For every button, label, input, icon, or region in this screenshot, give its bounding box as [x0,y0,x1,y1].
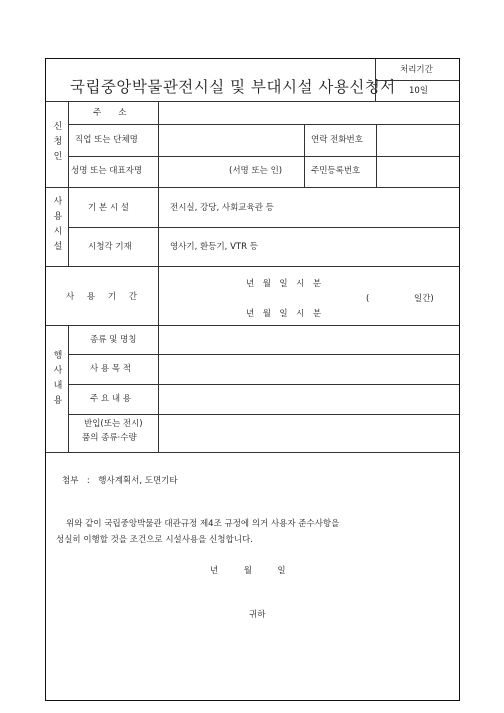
facility-section-label [51,195,65,255]
av-equipment-value: 영사기, 환등기, VTR 등 [170,242,258,252]
period-end: 년 월 일 시 분 [246,309,322,319]
applicant-left-divider [68,101,69,187]
event-left-divider [68,325,69,452]
processing-value: 10일 [409,86,429,96]
applicant-bottom-line [46,187,459,188]
facility-section-text: 사 용 시 설 [53,197,63,252]
phone-label-left [304,124,305,187]
period-label-divider [158,266,159,325]
event-label-divider [158,325,159,452]
facility-row-line [68,227,459,228]
applicant-section-text: 신 청 인 [53,122,63,162]
occupation-label: 직업 또는 단체명 [75,135,138,145]
attachment-note: 첨부 : 행사계획서, 도면기타 [62,476,178,486]
event-content-label: 주 요 내 용 [90,394,131,404]
applicant-label-divider [158,101,159,187]
period-label: 사 용 기 간 [66,292,142,302]
occupation-row-line [68,156,459,157]
declaration-line-1: 위와 같이 국립중앙박물관 대관규정 제4조 규정에 의거 사용자 준수사항을 [66,519,340,529]
event-section-text: 행 사 내 용 [53,351,63,406]
period-bottom-line [46,325,459,326]
event-purpose-label: 사 용 목 적 [90,364,131,374]
event-items-label-1: 반입(또는 전시) [84,419,143,429]
addressee: 귀하 [249,610,266,620]
address-row-line [68,124,459,125]
facility-bottom-line [46,266,459,267]
event-row-line-1 [68,354,459,355]
address-label: 주 소 [93,108,127,118]
date-line: 년 월 일 [210,566,286,576]
processing-divider [375,80,459,81]
period-start: 년 월 일 시 분 [246,279,322,289]
signature-hint: (서명 또는 인) [229,166,283,176]
event-items-label-2: 품의 종류·수량 [82,433,137,443]
event-row-line-3 [68,414,459,415]
period-days-open: ( [366,294,370,304]
phone-label-right [376,124,377,187]
phone-label: 연락 전화번호 [311,135,363,145]
title-bottom-line [46,101,459,102]
av-equipment-label: 시청각 기재 [88,242,132,252]
resident-number-label: 주민등록번호 [311,166,361,176]
form-title: 국립중앙박물관전시실 및 부대시설 사용신청서 [70,78,396,96]
period-days-close: 일간) [414,294,434,304]
event-type-label: 종류 및 명칭 [90,335,137,345]
basic-facility-label: 기 본 시 설 [88,203,129,213]
processing-label: 처리기간 [400,65,433,75]
applicant-section-label [51,120,65,165]
event-row-line-2 [68,384,459,385]
event-bottom-line [46,452,459,453]
declaration-line-2: 성실히 이행할 것을 조건으로 시설사용을 신청합니다. [56,535,253,545]
event-section-label [51,349,65,409]
name-label: 성명 또는 대표자명 [71,166,143,176]
basic-facility-value: 전시실, 강당, 사회교육관 등 [170,203,274,213]
application-form [45,58,460,701]
